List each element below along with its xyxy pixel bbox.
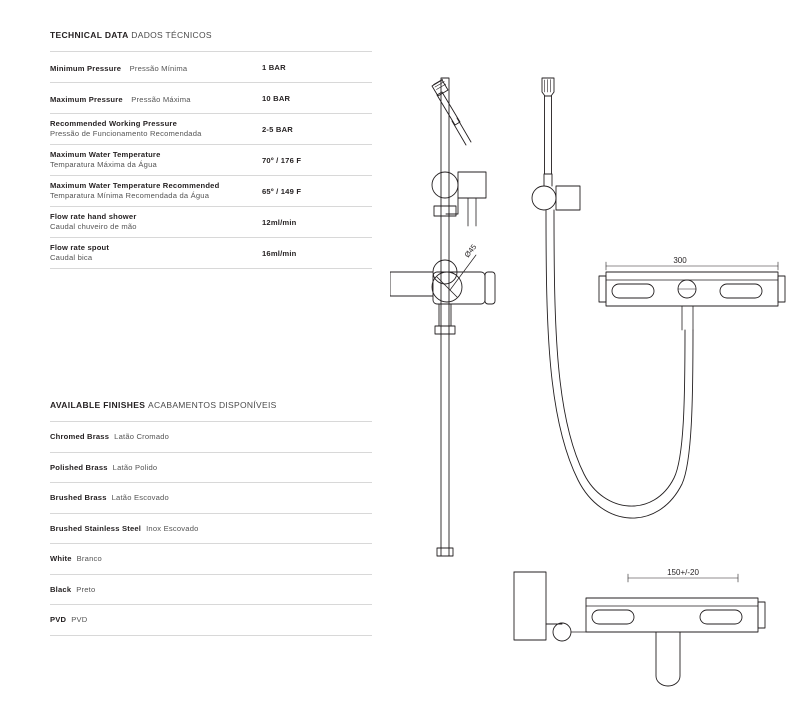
finish-name-pt: Latão Escovado <box>111 493 169 503</box>
table-row <box>50 145 372 176</box>
row-label <box>50 181 262 202</box>
drawing-hand-shower-hose <box>532 78 693 518</box>
finish-name-pt: Preto <box>76 584 96 594</box>
row-label-pt: Temparatura Mínima Recomendada da Água <box>50 191 210 201</box>
table-row <box>50 83 372 114</box>
finish-name-en: Chromed Brass <box>50 432 110 442</box>
dimension-diameter-label: Ø45 <box>462 242 479 260</box>
drawing-slide-bar-assembly <box>390 78 495 556</box>
row-value: 10 BAR <box>262 93 291 103</box>
flexible-hose <box>546 210 693 518</box>
drawing-thermostatic-bar-valve <box>599 256 785 330</box>
row-label-pt: Pressão Mínima <box>129 64 188 74</box>
table-row <box>50 238 372 269</box>
row-label-pt: Pressão de Funcionamento Recomendada <box>50 129 202 139</box>
wall-bracket <box>532 174 580 210</box>
row-label-en: Flow rate spout <box>50 242 110 252</box>
hand-shower-head-vertical <box>542 78 554 174</box>
technical-data-section <box>50 30 372 269</box>
row-value: 1 BAR <box>262 62 286 72</box>
table-row <box>50 176 372 207</box>
available-finishes-title <box>50 400 372 410</box>
finish-name-en: White <box>50 554 72 564</box>
available-finishes-section <box>50 400 372 636</box>
finish-name-pt: Latão Cromado <box>114 432 170 442</box>
dimension-150 <box>628 568 738 582</box>
finish-name-pt: Inox Escovado <box>146 523 199 533</box>
drawings-svg <box>390 0 800 711</box>
dimension-150-label: 150+/-20 <box>667 568 699 577</box>
list-item <box>50 453 372 484</box>
row-label-pt: Pressão Máxima <box>131 95 191 105</box>
row-label-en: Recommended Working Pressure <box>50 118 177 128</box>
list-item <box>50 575 372 606</box>
available-finishes-title-en: AVAILABLE FINISHES <box>50 400 146 410</box>
row-label <box>50 150 262 171</box>
row-value: 70º / 176 F <box>262 155 302 165</box>
finish-name-en: Brushed Stainless Steel <box>50 523 142 533</box>
row-label-en: Flow rate hand shower <box>50 211 137 221</box>
row-label <box>50 212 262 233</box>
row-value: 16ml/min <box>262 248 297 258</box>
row-label-pt: Caudal bica <box>50 253 93 263</box>
list-item <box>50 544 372 575</box>
finish-name-en: Black <box>50 584 72 594</box>
row-label-pt: Temparatura Máxima da Água <box>50 160 157 170</box>
list-item <box>50 605 372 636</box>
diameter-callout <box>450 243 478 290</box>
row-label <box>50 119 262 140</box>
row-label <box>50 56 262 78</box>
technical-data-title-pt: DADOS TÉCNICOS <box>131 30 212 40</box>
table-row <box>50 52 372 83</box>
row-label <box>50 243 262 264</box>
row-label-en: Maximum Water Temperature <box>50 149 161 159</box>
table-row <box>50 207 372 238</box>
technical-data-table <box>50 51 372 269</box>
row-label <box>50 87 262 109</box>
finish-name-pt: Branco <box>76 554 102 564</box>
technical-drawings <box>390 0 800 711</box>
dimension-300-label: 300 <box>673 256 687 265</box>
row-label-pt: Caudal chuveiro de mão <box>50 222 137 232</box>
list-item <box>50 483 372 514</box>
technical-data-title-en: TECHNICAL DATA <box>50 30 129 40</box>
row-value: 65º / 149 F <box>262 186 302 196</box>
finish-name-en: PVD <box>50 615 67 625</box>
finish-name-en: Brushed Brass <box>50 493 107 503</box>
table-row <box>50 114 372 145</box>
drawing-bath-mixer-spout <box>514 568 765 686</box>
dimension-300 <box>606 256 778 270</box>
row-value: 2-5 BAR <box>262 124 293 134</box>
available-finishes-table <box>50 421 372 636</box>
available-finishes-title-pt: ACABAMENTOS DISPONÍVEIS <box>147 400 277 410</box>
list-item <box>50 422 372 453</box>
finish-name-pt: Latão Polido <box>112 462 158 472</box>
slide-bar-mixer-body <box>390 260 495 334</box>
list-item <box>50 514 372 545</box>
hand-shower-head <box>432 79 471 145</box>
row-value: 12ml/min <box>262 217 297 227</box>
finish-name-en: Polished Brass <box>50 462 108 472</box>
row-label-en: Minimum Pressure <box>50 64 122 74</box>
finish-name-pt: PVD <box>71 615 88 625</box>
upper-bracket <box>432 172 486 216</box>
technical-data-title <box>50 30 372 40</box>
row-label-en: Maximum Water Temperature Recommended <box>50 180 220 190</box>
row-label-en: Maximum Pressure <box>50 95 123 105</box>
